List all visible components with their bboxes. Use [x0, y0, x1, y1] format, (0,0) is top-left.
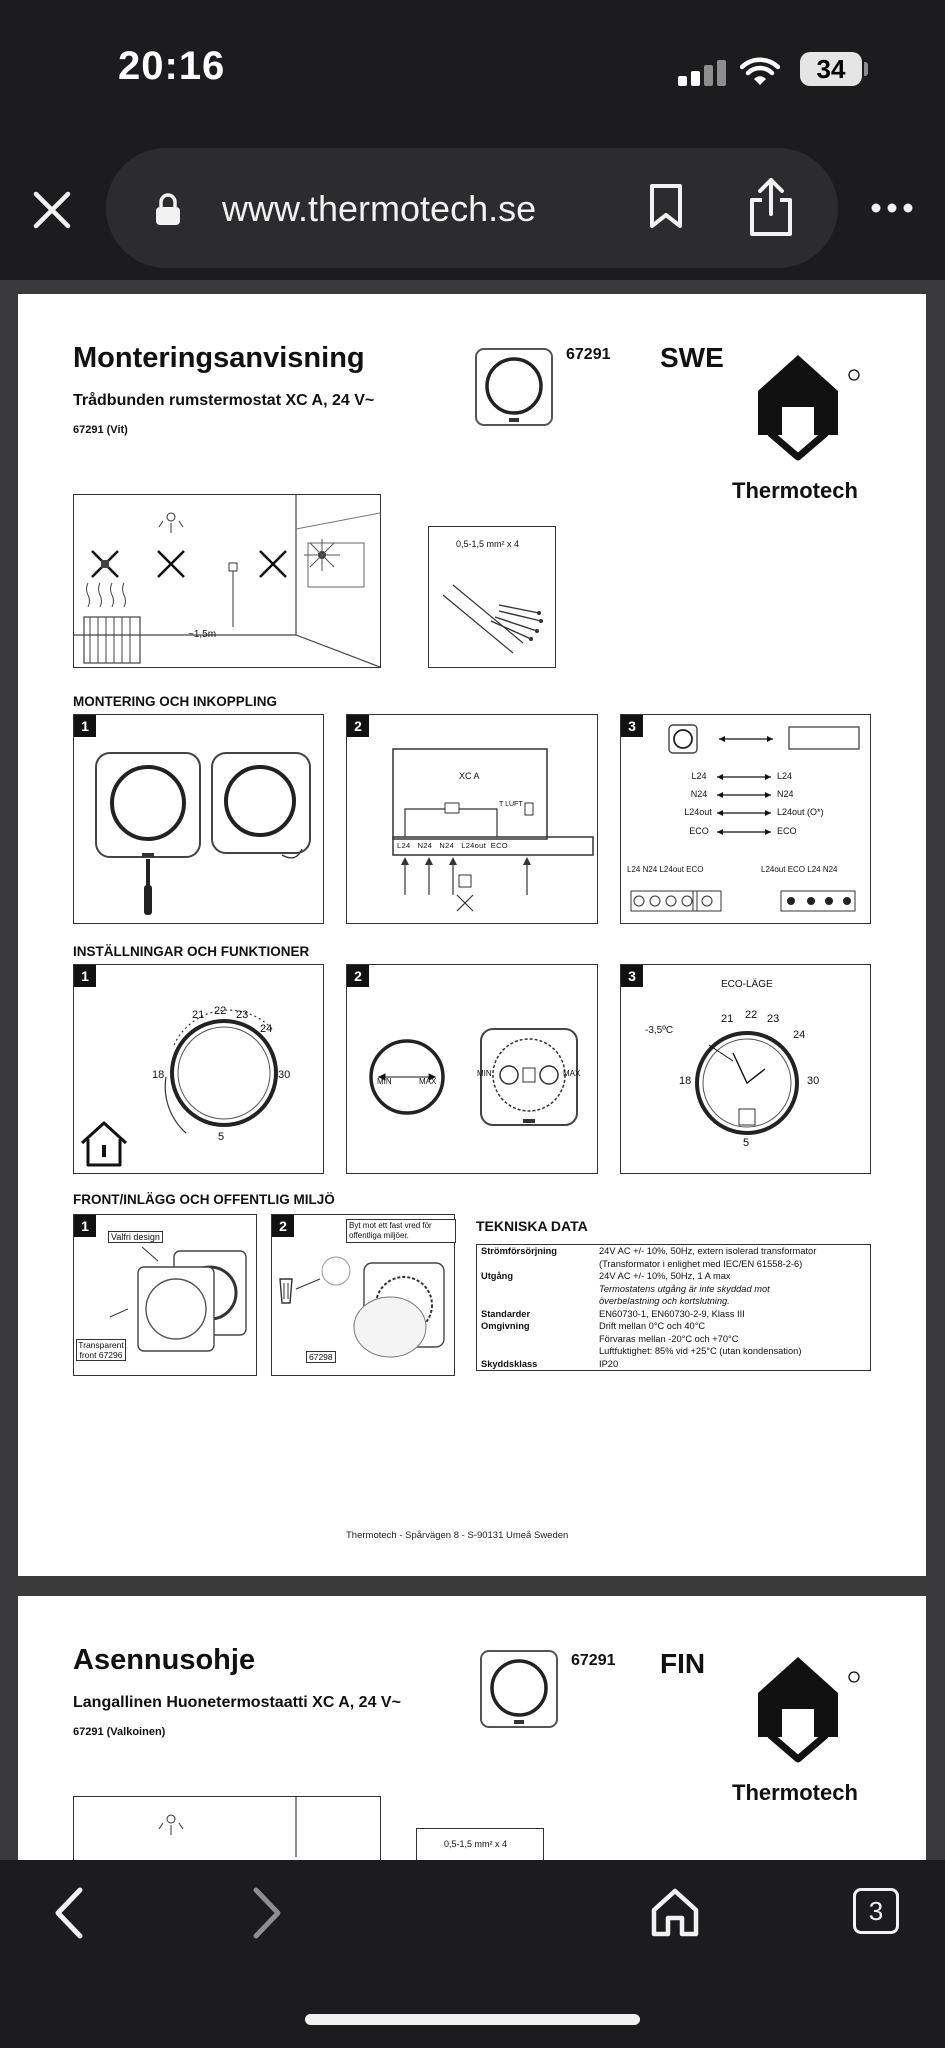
product-variant: 67291 (Valkoinen) — [73, 1726, 166, 1738]
tech-data-line: Luftfuktighet: 85% vid +25°C (utan kondensation) — [599, 1346, 802, 1356]
settings-step-2 — [346, 964, 598, 1174]
placement-diagram — [73, 494, 381, 668]
settings-step-3 — [620, 964, 871, 1174]
map-right-3: ECO — [777, 826, 797, 836]
public-knob-note: Byt mot ett fast vred för offentliga miljöer. — [346, 1219, 456, 1243]
section-heading-settings: INSTÄLLNINGAR OCH FUNKTIONER — [73, 944, 310, 959]
tabs-button[interactable]: 3 — [853, 1888, 899, 1934]
step-number: 3 — [621, 965, 643, 987]
terminal-block-left-label: L24 N24 L24out ECO — [627, 865, 704, 874]
mounting-height-label: ~1,5m — [188, 629, 217, 640]
home-icon[interactable] — [648, 1886, 702, 1938]
forward-arrow-icon[interactable] — [248, 1884, 288, 1942]
dial-label-18: 18 — [152, 1069, 165, 1081]
controller-label: XC A — [459, 771, 480, 781]
tech-data-row — [477, 1270, 871, 1308]
knob-part-number: 67298 — [306, 1351, 336, 1363]
mounting-step-1 — [73, 714, 324, 924]
tech-data-value — [595, 1320, 871, 1358]
eco-dial-5: 5 — [743, 1137, 750, 1149]
more-options-icon[interactable] — [870, 202, 914, 214]
tech-data-line: Drift mellan 0°C och 40°C — [599, 1321, 706, 1331]
tech-data-line: Förvaras mellan -20°C och +70°C — [599, 1333, 739, 1344]
cable-diagram — [428, 526, 556, 668]
step-number: 1 — [74, 1215, 96, 1237]
map-left-1: N24 — [690, 789, 708, 799]
page-subtitle: Langallinen Huonetermostaatti XC A, 24 V~ — [73, 1694, 401, 1711]
back-arrow-icon[interactable] — [48, 1884, 88, 1942]
dial-label-21: 21 — [192, 1009, 205, 1021]
product-code: 67291 — [571, 1652, 616, 1669]
tech-data-title: TEKNISKA DATA — [476, 1218, 588, 1234]
page-title: Monteringsanvisning — [73, 342, 365, 374]
battery-indicator: 34 — [800, 52, 862, 86]
map-left-3: ECO — [689, 826, 709, 836]
max-label-left: MAX — [419, 1077, 437, 1086]
close-icon[interactable] — [32, 190, 72, 230]
language-code: FIN — [660, 1648, 706, 1679]
eco-dial-21: 21 — [721, 1013, 734, 1025]
page-title: Asennusohje — [73, 1644, 256, 1676]
home-indicator — [305, 2014, 640, 2025]
front-step-1 — [73, 1214, 257, 1376]
dial-label-24: 24 — [260, 1023, 273, 1035]
tech-data-line: överbelastning och kortslutning. — [599, 1296, 730, 1306]
tech-data-key: Utgång — [481, 1271, 514, 1281]
tech-data-row — [477, 1308, 871, 1321]
transparent-front-label: Transparent front 67296 — [76, 1339, 126, 1361]
language-code: SWE — [660, 342, 724, 373]
eco-dial-30: 30 — [807, 1075, 820, 1087]
document-page-1 — [18, 294, 926, 1576]
eco-mode-title: ECO-LÄGE — [721, 979, 773, 990]
mounting-step-2 — [346, 714, 598, 924]
dial-label-30: 30 — [278, 1069, 291, 1081]
tech-data-value — [595, 1245, 871, 1271]
eco-dial-24: 24 — [793, 1029, 806, 1041]
thermostat-thumbnail-image — [478, 1648, 560, 1730]
dial-label-5: 5 — [218, 1131, 225, 1143]
section-heading-front: FRONT/INLÄGG OCH OFFENTLIG MILJÖ — [73, 1192, 335, 1207]
map-right-1: N24 — [777, 789, 794, 799]
tech-data-value — [595, 1358, 871, 1371]
dial-label-22: 22 — [214, 1005, 227, 1017]
tech-data-key: Omgivning — [481, 1321, 530, 1331]
tech-data-value — [595, 1270, 871, 1308]
settings-step-1 — [73, 964, 324, 1174]
map-left-2: L24out — [684, 807, 712, 817]
air-sensor-label: T LUFT — [499, 801, 523, 808]
max-label-right: MAX — [563, 1069, 581, 1078]
eco-dial-18: 18 — [679, 1075, 692, 1087]
tech-data-row — [477, 1320, 871, 1358]
tech-data-table — [476, 1244, 871, 1371]
footer-address: Thermotech - Spårvägen 8 - S-90131 Umeå Sweden — [346, 1530, 569, 1541]
thermotech-logo — [748, 1651, 868, 1773]
document-page-2 — [18, 1596, 926, 1860]
tech-data-key: Standarder — [481, 1308, 531, 1319]
cable-diagram — [416, 1828, 544, 1860]
share-icon[interactable] — [746, 176, 796, 238]
thermostat-thumbnail-image — [473, 346, 555, 428]
tech-data-line: 24V AC +/- 10%, 50Hz, extern isolerad transformator — [599, 1246, 817, 1256]
battery-tip — [864, 62, 868, 76]
min-label-right: MIN — [477, 1069, 492, 1078]
map-left-0: L24 — [691, 771, 707, 781]
page-subtitle: Trådbunden rumstermostat XC A, 24 V~ — [73, 392, 375, 409]
tech-data-line: Termostatens utgång är inte skyddad mot — [599, 1283, 770, 1294]
eco-offset-label: -3,5ºC — [645, 1025, 674, 1036]
step-number: 2 — [272, 1215, 294, 1237]
cable-spec-label: 0,5-1,5 mm² x 4 — [456, 539, 520, 549]
step-number: 1 — [74, 715, 96, 737]
cellular-signal-icon — [678, 60, 736, 86]
brand-name: Thermotech — [732, 478, 858, 503]
tech-data-key: Skyddsklass — [481, 1358, 538, 1369]
min-label-left: MIN — [377, 1077, 392, 1086]
front-step-2 — [271, 1214, 455, 1376]
terminal-block-right-label: L24out ECO L24 N24 — [761, 865, 838, 874]
tech-data-line: IP20 — [599, 1358, 619, 1369]
tech-data-value — [595, 1308, 871, 1321]
tech-data-row — [477, 1245, 871, 1271]
step-number: 2 — [347, 715, 369, 737]
terminal-labels: L24 N24 N24 L24out ECO — [397, 841, 508, 850]
cable-spec-label: 0,5-1,5 mm² x 4 — [444, 1839, 508, 1849]
section-heading-mounting: MONTERING OCH INKOPPLING — [73, 694, 278, 709]
tech-data-line: 24V AC +/- 10%, 50Hz, 1 A max — [599, 1271, 731, 1281]
eco-dial-22: 22 — [745, 1009, 758, 1021]
url-text[interactable]: www.thermotech.se — [222, 188, 537, 229]
tech-data-row — [477, 1358, 871, 1371]
step-number: 3 — [621, 715, 643, 737]
eco-dial-23: 23 — [767, 1013, 780, 1025]
map-right-0: L24 — [777, 771, 793, 781]
mounting-step-3 — [620, 714, 871, 924]
custom-design-label: Valfri design — [108, 1231, 163, 1243]
thermotech-logo — [748, 349, 868, 471]
placement-diagram — [73, 1796, 381, 1860]
wifi-icon — [740, 56, 780, 86]
map-right-2: L24out (O*) — [777, 807, 824, 817]
product-variant: 67291 (Vit) — [73, 424, 128, 436]
brand-name: Thermotech — [732, 1780, 858, 1805]
product-code: 67291 — [566, 346, 611, 363]
status-time: 20:16 — [118, 44, 226, 88]
bookmark-icon[interactable] — [646, 182, 688, 232]
lock-icon — [154, 192, 182, 226]
step-number: 2 — [347, 965, 369, 987]
document-viewer[interactable] — [0, 280, 945, 1860]
tech-data-line: (Transformator i enlighet med IEC/EN 61558-2-6) — [599, 1258, 803, 1269]
dial-label-23: 23 — [236, 1009, 249, 1021]
tech-data-key: Strömförsörjning — [481, 1246, 557, 1256]
tech-data-line: EN60730-1, EN60730-2-9, Klass III — [599, 1308, 745, 1319]
step-number: 1 — [74, 965, 96, 987]
